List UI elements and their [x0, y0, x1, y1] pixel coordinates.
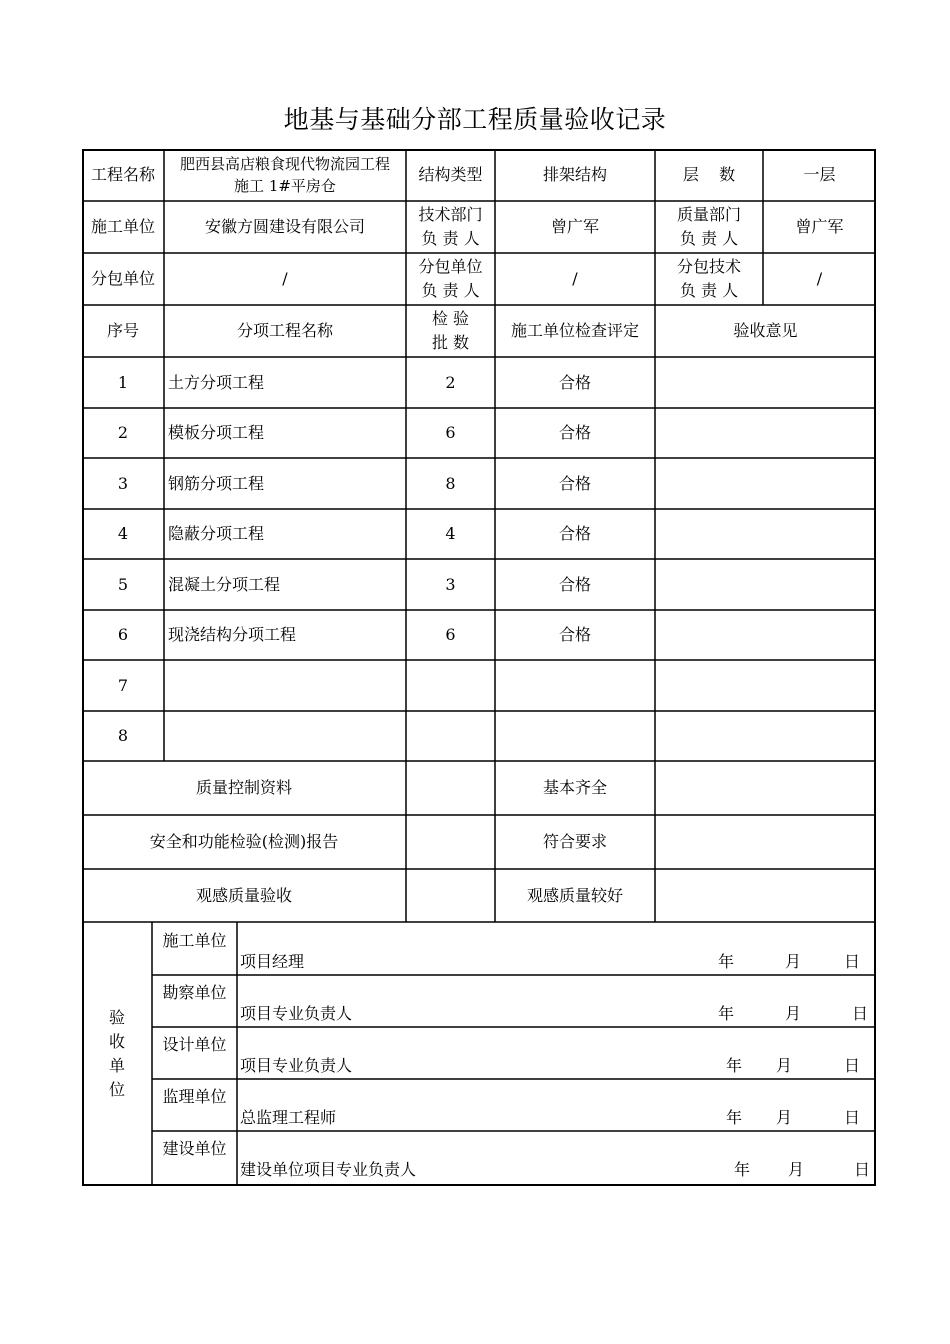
tech-dept-label-line2: 负 责 人	[421, 229, 480, 248]
acceptance-units-label	[82, 922, 152, 1186]
item-seq: 6	[117, 625, 129, 644]
structure-type-value: 排架结构	[542, 165, 607, 184]
item-name: 钢筋分项工程	[168, 473, 265, 493]
item-name: 模板分项工程	[168, 423, 265, 442]
sub-head-value: /	[572, 269, 578, 288]
item-seq: 4	[117, 524, 129, 543]
col-opinion-header: 验收意见	[733, 321, 798, 340]
sign-year: 年	[718, 1004, 735, 1023]
item-seq: 5	[117, 574, 129, 594]
sign-month: 月	[776, 1108, 793, 1127]
unit-owner-label: 建设单位	[162, 1139, 227, 1158]
sub-tech-value: /	[816, 269, 823, 288]
sign-year: 年	[718, 952, 735, 971]
sign-day: 日	[854, 1160, 871, 1179]
tech-dept-value: 曾广军	[550, 217, 599, 236]
sub-tech-label-line1: 分包技术	[676, 257, 741, 276]
unit-design-role: 项目专业负责人	[240, 1056, 353, 1075]
acceptance-label-char: 收	[108, 1032, 125, 1051]
item-check: 合格	[558, 524, 591, 543]
project-name-label: 工程名称	[90, 165, 155, 184]
item-name: 现浇结构分项工程	[168, 625, 297, 644]
sign-month: 月	[785, 1004, 802, 1023]
item-seq: 8	[117, 726, 129, 745]
item-opinion	[655, 610, 876, 660]
sign-month: 月	[785, 952, 802, 971]
item-batches: 2	[445, 372, 456, 392]
sub-head-label-line2: 负 责 人	[421, 281, 480, 300]
project-name-value	[164, 149, 406, 201]
project-name-line2: 施工 1#平房仓	[234, 177, 336, 195]
item-seq: 1	[117, 372, 129, 392]
item-check: 合格	[558, 574, 591, 594]
unit-design-label: 设计单位	[162, 1035, 227, 1054]
item-name	[164, 711, 406, 761]
col-item-name-header: 分项工程名称	[236, 321, 333, 340]
sign-day: 日	[844, 1056, 861, 1075]
quality-dept-label-line1: 质量部门	[676, 205, 741, 224]
item-opinion	[655, 711, 876, 761]
item-name: 土方分项工程	[168, 372, 265, 392]
quality-control-docs-check: 基本齐全	[542, 778, 607, 797]
project-name-line1: 肥西县高店粮食现代物流园工程	[179, 155, 390, 173]
sign-month: 月	[776, 1056, 793, 1075]
sign-day: 日	[844, 1108, 861, 1127]
safety-function-report-check: 符合要求	[542, 832, 607, 851]
item-opinion	[655, 559, 876, 610]
sign-year: 年	[726, 1056, 743, 1075]
unit-survey-label: 勘察单位	[162, 983, 227, 1002]
item-seq: 2	[117, 423, 129, 442]
sub-head-label-line1: 分包单位	[418, 257, 483, 276]
quality-control-docs-label: 质量控制资料	[195, 778, 292, 797]
item-opinion	[655, 660, 876, 711]
acceptance-label-char: 位	[108, 1080, 125, 1099]
form-title: 地基与基础分部工程质量验收记录	[283, 105, 667, 134]
item-batches: 3	[445, 574, 456, 594]
appearance-quality-check: 观感质量较好	[526, 885, 623, 905]
acceptance-label-char: 单	[108, 1056, 125, 1075]
sub-tech-label	[655, 253, 763, 305]
acceptance-form-table	[82, 149, 876, 1186]
floors-value: 一层	[803, 165, 836, 184]
item-batches: 4	[445, 524, 456, 543]
item-check	[495, 660, 655, 711]
unit-contractor-role: 项目经理	[240, 952, 305, 971]
appearance-quality-label: 观感质量验收	[195, 885, 292, 905]
sub-head-label	[406, 253, 495, 305]
item-opinion	[655, 509, 876, 559]
col-check-header: 施工单位检查评定	[510, 321, 639, 340]
item-check	[495, 711, 655, 761]
item-seq: 3	[117, 473, 129, 493]
item-check: 合格	[558, 372, 591, 392]
unit-survey-role: 项目专业负责人	[240, 1004, 353, 1023]
structure-type-label: 结构类型	[418, 165, 483, 184]
quality-dept-label-line2: 负 责 人	[679, 229, 739, 248]
item-name: 混凝土分项工程	[168, 574, 281, 594]
item-seq: 7	[117, 675, 129, 695]
floors-label: 层 数	[682, 165, 736, 184]
tech-dept-label	[406, 201, 495, 253]
contractor-value: 安徽方圆建设有限公司	[204, 217, 365, 236]
item-check: 合格	[558, 423, 591, 442]
item-check: 合格	[558, 473, 591, 493]
sign-day: 日	[844, 952, 861, 971]
acceptance-label-char: 验	[108, 1008, 125, 1027]
item-name: 隐蔽分项工程	[168, 524, 265, 543]
sign-year: 年	[726, 1108, 743, 1127]
quality-dept-label	[655, 201, 763, 253]
sub-tech-label-line2: 负 责 人	[679, 281, 739, 300]
item-opinion	[655, 408, 876, 458]
sign-month: 月	[788, 1160, 805, 1179]
item-batches: 6	[445, 625, 456, 644]
unit-contractor-label: 施工单位	[162, 931, 227, 950]
subcontractor-value: /	[282, 269, 288, 288]
sign-day: 日	[852, 1004, 869, 1023]
col-batches-line1: 检 验	[431, 309, 470, 328]
unit-supervision-label: 监理单位	[162, 1087, 227, 1106]
item-batches: 6	[445, 423, 456, 442]
safety-function-report-label: 安全和功能检验(检测)报告	[149, 832, 339, 851]
subcontractor-label: 分包单位	[90, 269, 155, 288]
col-batches-line2: 批 数	[431, 333, 470, 352]
item-batches	[406, 711, 495, 761]
quality-dept-value: 曾广军	[795, 217, 844, 236]
unit-owner-role: 建设单位项目专业负责人	[240, 1160, 417, 1179]
item-name	[164, 660, 406, 711]
item-check: 合格	[558, 625, 591, 644]
item-opinion	[655, 357, 876, 408]
col-seq-header: 序号	[106, 321, 139, 340]
item-opinion	[655, 458, 876, 509]
item-batches	[406, 660, 495, 711]
sign-year: 年	[734, 1160, 751, 1179]
item-batches: 8	[445, 473, 456, 493]
tech-dept-label-line1: 技术部门	[418, 205, 483, 224]
unit-supervision-role: 总监理工程师	[240, 1108, 337, 1127]
col-batches-header	[406, 305, 495, 357]
contractor-label: 施工单位	[90, 217, 155, 236]
